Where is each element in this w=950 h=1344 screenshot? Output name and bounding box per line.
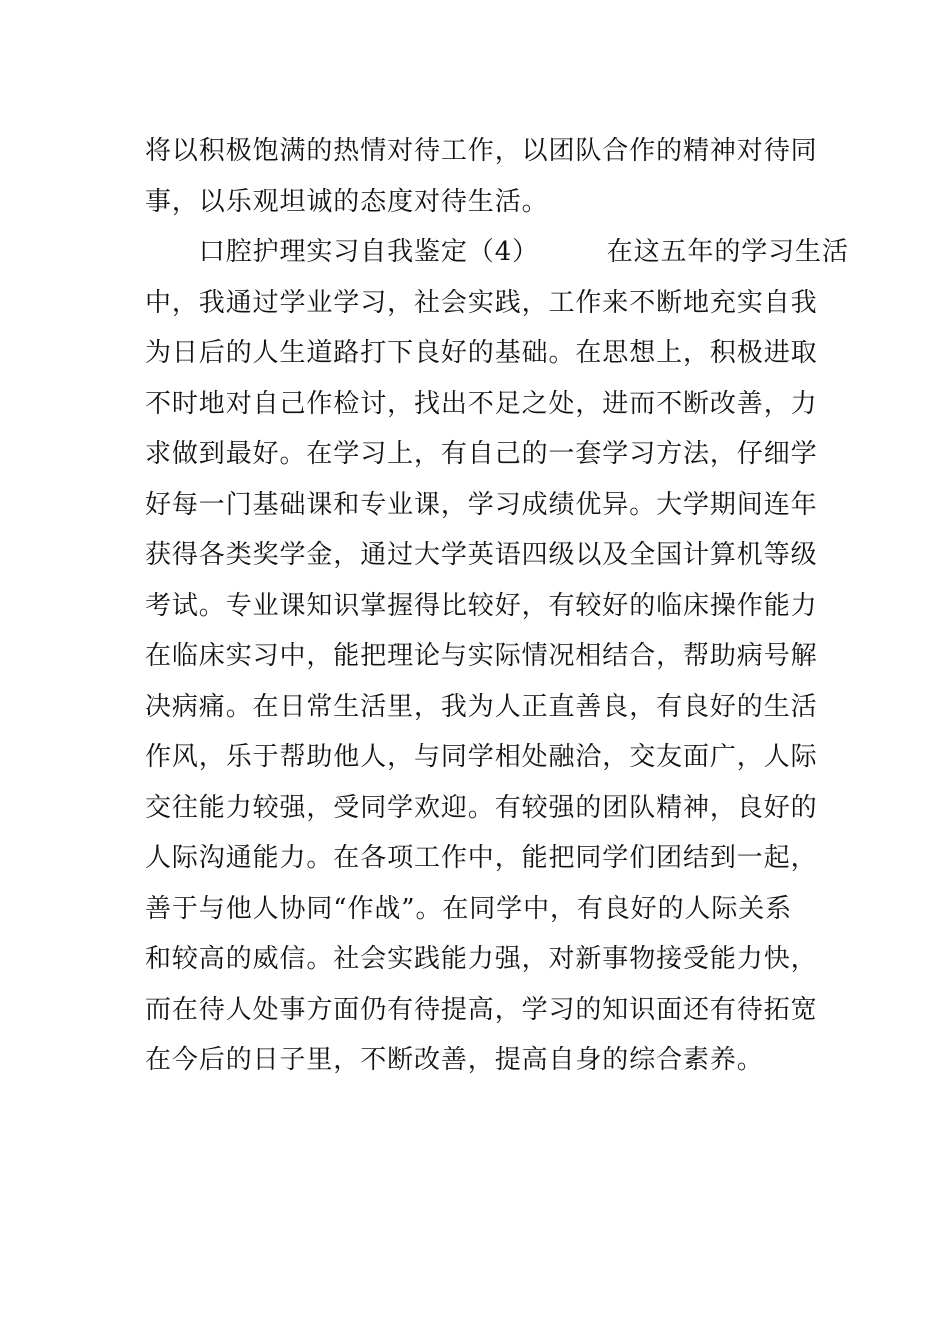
text-line: 和较高的威信。社会实践能力强，对新事物接受能力快， [145, 944, 818, 974]
body-text [145, 126, 849, 1086]
text-line: 中，我通过学业学习，社会实践，工作来不断地充实自我 [145, 287, 818, 318]
text-line: 获得各类奖学金，通过大学英语四级以及全国计算机等级 [145, 540, 818, 570]
text-line: 好每一门基础课和专业课，学习成绩优异。大学期间连年 [145, 489, 818, 520]
text-line: 作风，乐于帮助他人，与同学相处融洽，交友面广，人际 [145, 742, 818, 772]
text-line: 将以积极饱满的热情对待工作，以团队合作的精神对待同 [145, 136, 818, 166]
text-line: 人际沟通能力。在各项工作中，能把同学们团结到一起， [145, 843, 818, 873]
text-line: 求做到最好。在学习上，有自己的一套学习方法，仔细学 [145, 439, 818, 469]
section-heading-line: 口腔护理实习自我鉴定（4） 在这五年的学习生活 [145, 237, 849, 267]
text-line: 不时地对自己作检讨，找出不足之处，进而不断改善，力 [145, 388, 818, 419]
text-line: 为日后的人生道路打下良好的基础。在思想上，积极进取 [145, 338, 818, 368]
text-line: 在临床实习中，能把理论与实际情况相结合，帮助病号解 [145, 641, 818, 671]
text-line: 决病痛。在日常生活里，我为人正直善良，有良好的生活 [145, 691, 818, 722]
text-line: 而在待人处事方面仍有待提高，学习的知识面还有待拓宽 [145, 994, 818, 1025]
text-line: 事，以乐观坦诚的态度对待生活。 [145, 186, 549, 217]
text-line: 考试。专业课知识掌握得比较好，有较好的临床操作能力 [145, 590, 818, 621]
text-line: 交往能力较强，受同学欢迎。有较强的团队精神，良好的 [145, 792, 818, 823]
text-line: 善于与他人协同“作战”。在同学中，有良好的人际关系 [145, 893, 793, 924]
text-line: 在今后的日子里，不断改善，提高自身的综合素养。 [145, 1045, 764, 1075]
